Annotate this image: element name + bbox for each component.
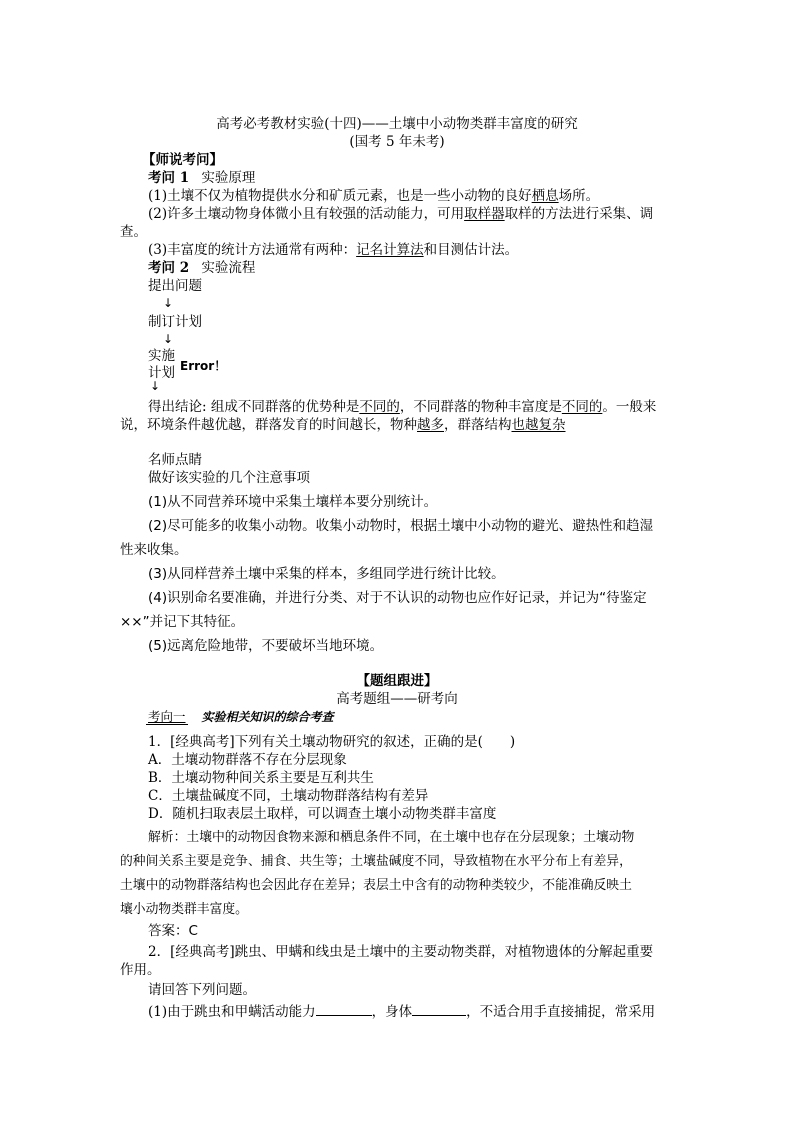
tip-4b: ××”并记下其特征。 (120, 614, 245, 630)
flow-step-execute-b: 计划 (148, 365, 175, 381)
tips-subheading: 做好该实验的几个注意事项 (148, 470, 310, 486)
question-2-title: 实验流程 (201, 260, 256, 276)
document-subtitle: (国考 5 年未考) (349, 134, 445, 150)
question-2-stem-a: 2．[经典高考]跳虫、甲螨和线虫是土壤中的主要动物类群，对植物遗体的分解起重要 (148, 944, 654, 960)
question-2-heading (148, 259, 255, 277)
topic-tag-text: 实验相关知识的综合考查 (201, 710, 334, 724)
answer-blank-2[interactable] (412, 1001, 466, 1016)
conclusion-text-e: ，群落结构 (444, 417, 512, 433)
tip-5: (5)远离危险地带，不要破坏当地环境。 (148, 638, 384, 654)
principle-2-keyword: 取样器 (464, 206, 505, 222)
practice-subheading: 高考题组——研考向 (336, 691, 458, 707)
conclusion-text-b: ，不同群落的物种丰富度是 (399, 399, 562, 415)
question-1-stem: 1．[经典高考]下列有关土壤动物研究的叙述，正确的是( ) (148, 734, 516, 750)
tip-4a: (4)识别命名要准确，并进行分类、对于不认识的动物也应作好记录，并记为“待鉴定 (148, 590, 647, 606)
analysis-line-1: 解析：土壤中的动物因食物来源和栖息条件不同，在土壤中也存在分层现象；土壤动物 (148, 830, 635, 845)
question-1-option-a: A．土壤动物群落不存在分层现象 (148, 752, 347, 768)
question-1-answer: 答案：C (148, 923, 198, 939)
conclusion-line-2 (120, 416, 566, 434)
q2-part1-text-b: ，身体 (371, 1004, 413, 1020)
question-1-heading (148, 169, 255, 187)
topic-tag-label: 考向一 (148, 709, 186, 724)
principle-2-tail: 取样的方法进行采集、调 (504, 206, 654, 222)
flow-error-text: Error！ (180, 359, 227, 373)
flow-arrow-3: ↓ (150, 379, 161, 393)
principle-paragraph-2 (148, 205, 653, 223)
principle-1-text: (1)土壤不仅为植物提供水分和矿质元素，也是一些小动物的良好 (148, 188, 532, 204)
principle-paragraph-1 (148, 187, 599, 205)
analysis-line-4: 壤小动物类群丰富度。 (120, 902, 248, 917)
principle-1-keyword: 栖息 (531, 188, 559, 204)
question-1-title: 实验原理 (201, 170, 256, 186)
tip-3: (3)从同样营养土壤中采集的样本，多组同学进行统计比较。 (148, 566, 505, 582)
principle-3-keyword: 记名计算法 (356, 242, 424, 258)
question-1-option-d: D．随机扫取表层土取样，可以调查土壤小动物类群丰富度 (148, 806, 497, 822)
principle-3-text: (3)丰富度的统计方法通常有两种： (148, 242, 357, 258)
flow-arrow-1: ↓ (163, 296, 174, 310)
conclusion-text-a: 得出结论: 组成不同群落的优势种是 (148, 399, 360, 415)
document-title: 高考必考教材实验(十四)——土壤中小动物类群丰富度的研究 (216, 116, 578, 132)
conclusion-text-d: 说，环境条件越优越，群落发育的时间越长，物种 (120, 417, 417, 433)
q2-part1-text-a: (1)由于跳虫和甲螨活动能力 (148, 1004, 316, 1020)
principle-paragraph-2-cont: 查。 (120, 224, 147, 240)
conclusion-line-1 (148, 398, 656, 416)
principle-1-tail: 场所。 (558, 188, 600, 204)
analysis-line-2: 的种间关系主要是竞争、捕食、共生等；土壤盐碱度不同，导致植物在水平分布上有差异， (120, 854, 632, 869)
conclusion-text-c: 。一般来 (602, 399, 657, 415)
tips-heading: 名师点睛 (148, 452, 202, 468)
teacher-section-heading: 【师说考问】 (142, 152, 223, 168)
question-2-prompt: 请回答下列问题。 (148, 982, 256, 998)
question-2-part-1 (148, 1001, 655, 1021)
analysis-line-3: 土壤中的动物群落结构也会因此存在差异；表层土中含有的动物种类较少，不能准确反映土 (120, 878, 632, 893)
topic-tag (146, 709, 334, 725)
flow-step-execute-a: 实施 (148, 348, 175, 364)
flow-step-make-plan: 制订计划 (148, 314, 202, 330)
tip-2b: 性来收集。 (120, 542, 188, 558)
question-2-label: 考问 2 (148, 260, 190, 276)
conclusion-keyword-1: 不同的 (359, 399, 400, 415)
flow-step-ask-question: 提出问题 (148, 278, 202, 294)
question-1-option-b: B．土壤动物种间关系主要是互利共生 (148, 770, 374, 786)
flow-arrow-2: ↓ (163, 332, 174, 346)
q2-part1-text-c: ，不适合用手直接捕捉，常采用 (466, 1004, 656, 1020)
principle-paragraph-3 (148, 241, 518, 259)
principle-3-tail: 和目测估计法。 (423, 242, 519, 258)
conclusion-keyword-2: 不同的 (561, 399, 603, 415)
question-2-stem-b: 作用。 (120, 962, 161, 978)
principle-2-text: (2)许多土壤动物身体微小且有较强的活动能力，可用 (148, 206, 465, 222)
tip-1: (1)从不同营养环境中采集土壤样本要分别统计。 (148, 494, 438, 510)
conclusion-keyword-3: 越多 (417, 417, 444, 433)
practice-heading: 【题组跟进】 (356, 673, 438, 689)
answer-blank-1[interactable] (316, 1001, 372, 1016)
tip-2a: (2)尽可能多的收集小动物。收集小动物时，根据土壤中小动物的避光、避热性和趋湿 (148, 518, 654, 534)
question-1-option-c: C．土壤盐碱度不同，土壤动物群落结构有差异 (148, 788, 429, 804)
conclusion-keyword-4: 也越复杂 (511, 417, 566, 433)
question-1-label: 考问 1 (148, 170, 190, 186)
